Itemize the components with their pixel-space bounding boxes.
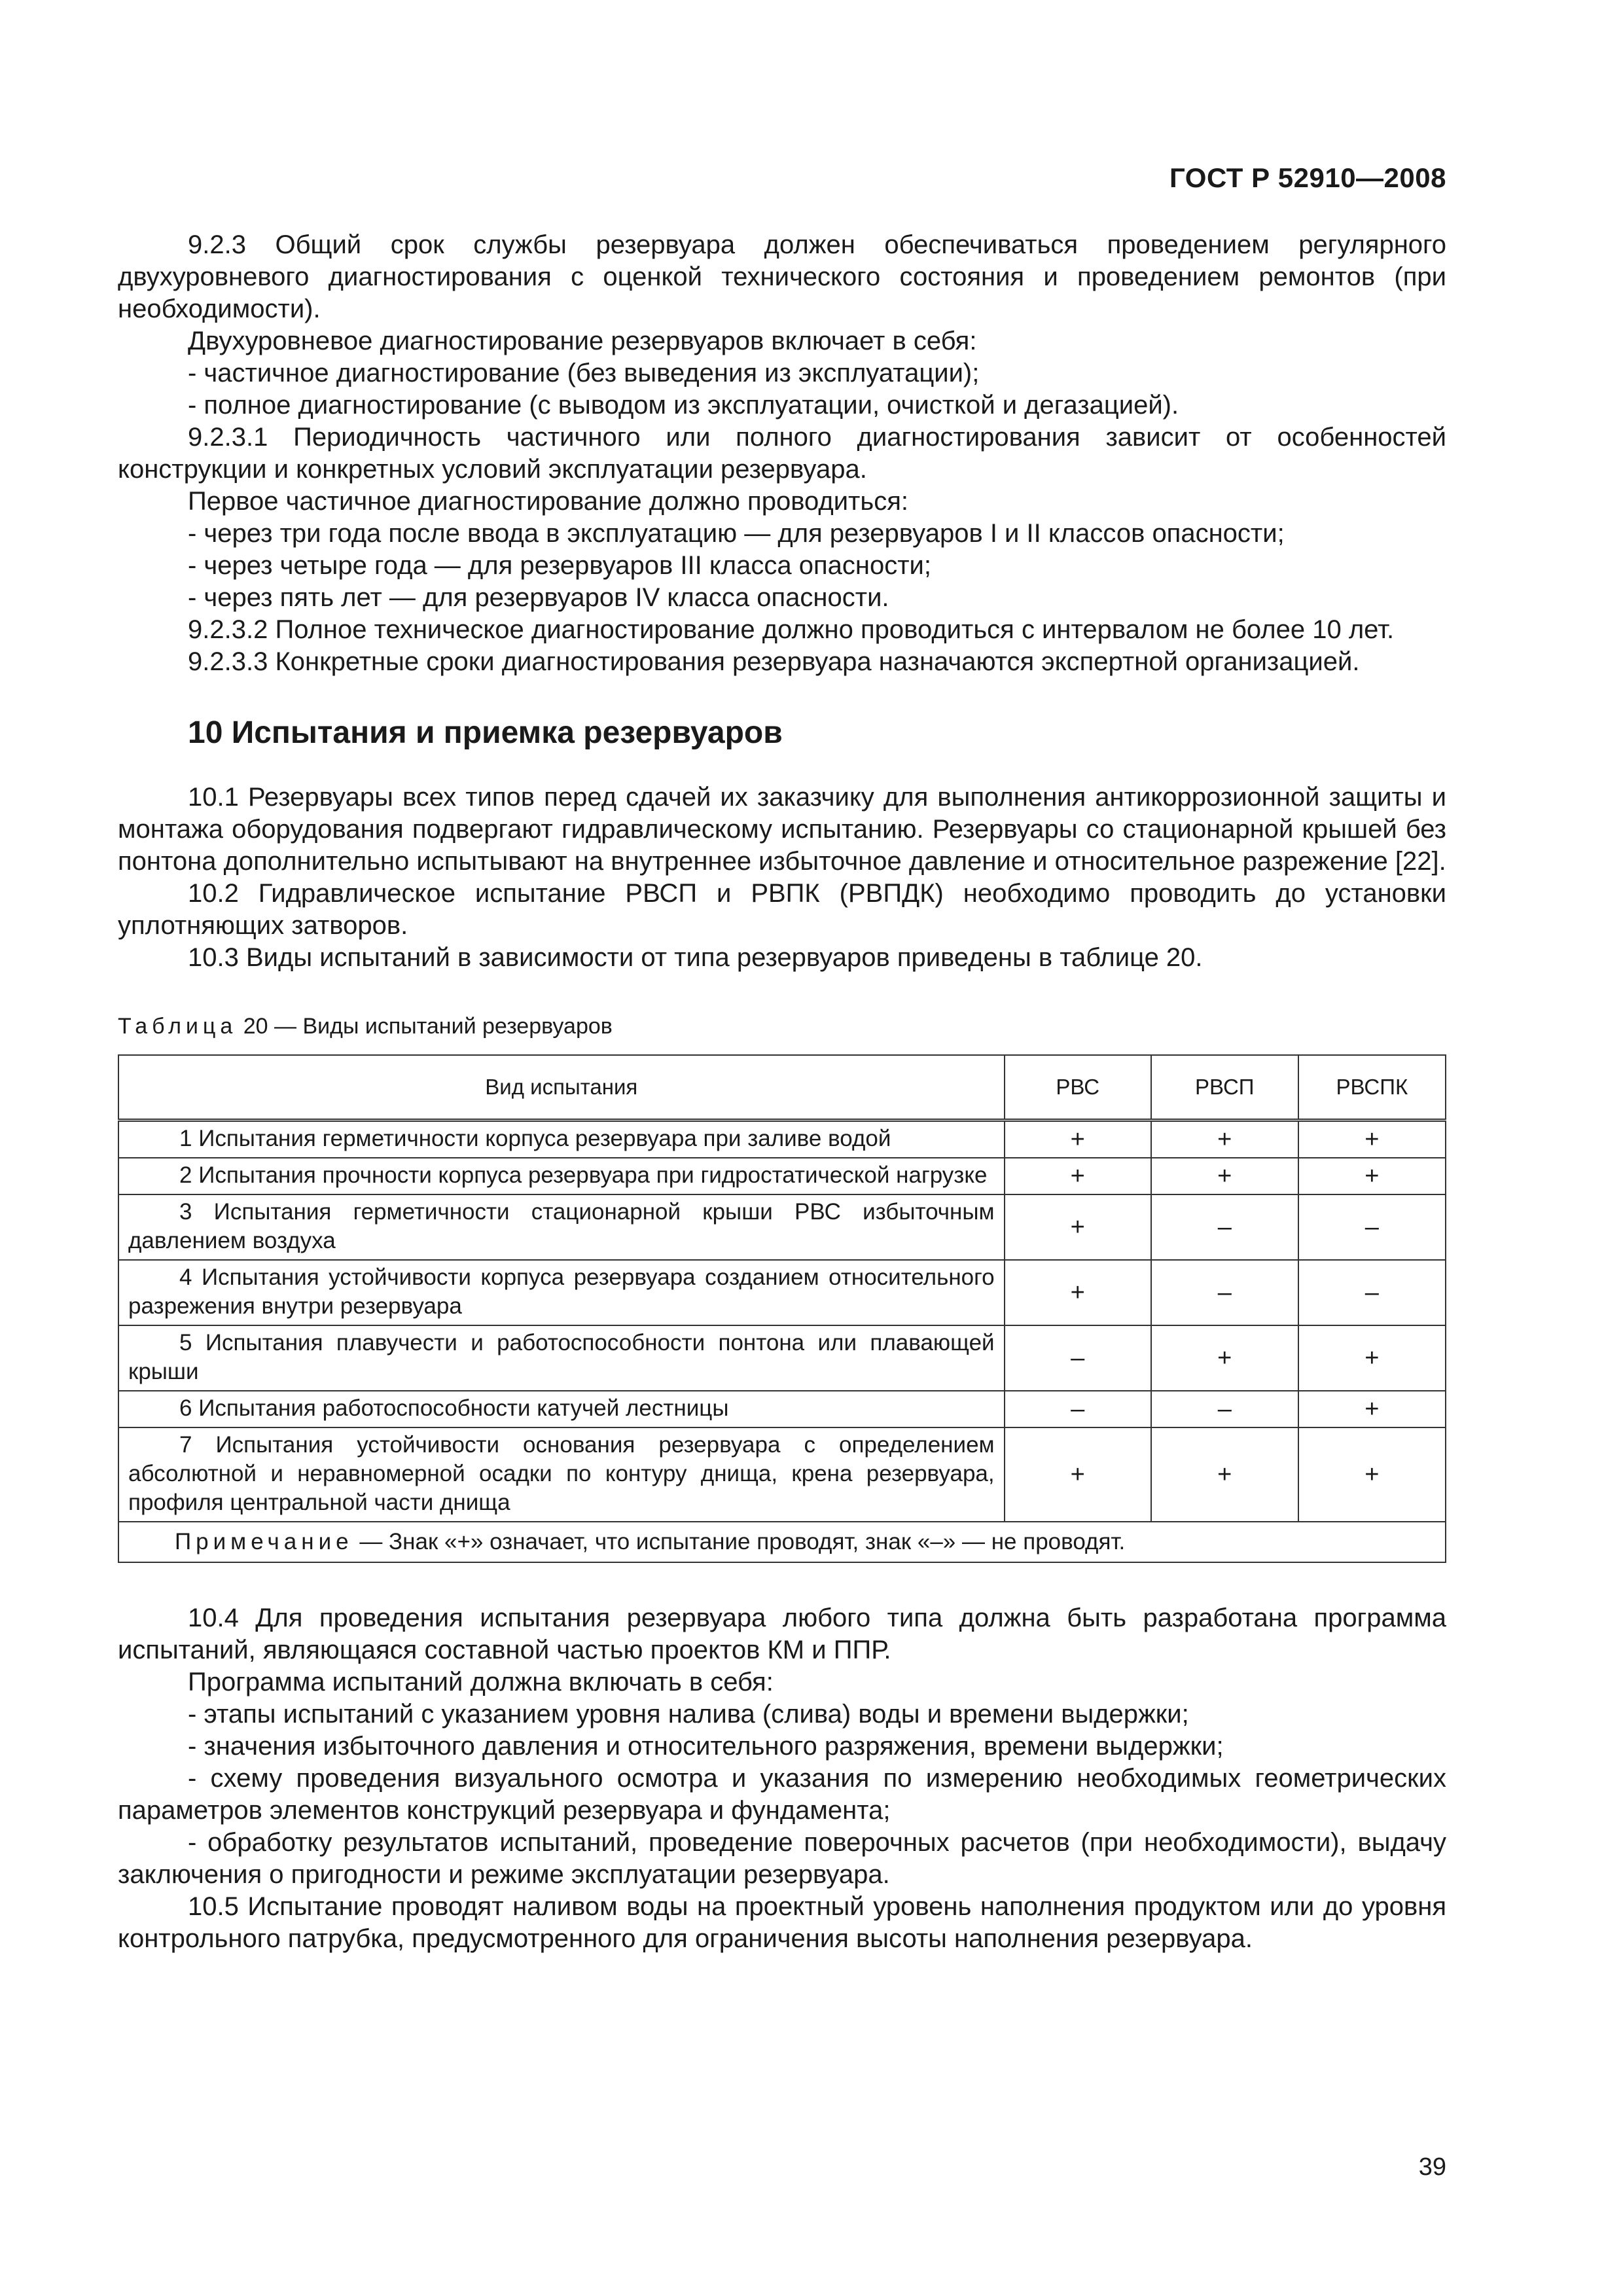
table-note-row bbox=[118, 1522, 1446, 1562]
table-cell-value: + bbox=[1005, 1427, 1151, 1522]
table-header-row bbox=[118, 1055, 1446, 1121]
column-header-rvsp: РВСП bbox=[1151, 1055, 1298, 1121]
table-cell-value: + bbox=[1298, 1158, 1446, 1194]
paragraph-9-2-3-1: 9.2.3.1 Периодичность частичного или полного диагностирования зависит от особенностей конструкции и конкретных условий эксплуатации резервуара. bbox=[118, 423, 1446, 484]
section-10-heading: 10 Испытания и приемка резервуаров bbox=[188, 715, 783, 750]
table-cell-value: + bbox=[1005, 1194, 1151, 1260]
paragraph-first-partial: Первое частичное диагностирование должно проводиться: bbox=[188, 487, 908, 516]
table-cell-test bbox=[118, 1391, 1005, 1427]
table-cell-value: + bbox=[1298, 1121, 1446, 1158]
test-description: 4 Испытания устойчивости корпуса резервуара созданием относительного разрежения внутри резервуара bbox=[128, 1265, 995, 1319]
tests-table bbox=[118, 1054, 1446, 1563]
test-description: 7 Испытания устойчивости основания резервуара с определением абсолютной и неравномерной осадки по контуру днища, крена резервуара, профиля центральной части днища bbox=[128, 1432, 995, 1515]
table-cell-value: + bbox=[1005, 1121, 1151, 1158]
table-cell-test bbox=[118, 1121, 1005, 1158]
table-row bbox=[118, 1427, 1446, 1522]
table-cell-test bbox=[118, 1260, 1005, 1325]
table-cell-value: – bbox=[1005, 1325, 1151, 1391]
table-row bbox=[118, 1121, 1446, 1158]
table-note-text: — Знак «+» означает, что испытание проводят, знак «–» — не проводят. bbox=[353, 1529, 1126, 1554]
table-note bbox=[118, 1522, 1446, 1562]
test-description: 5 Испытания плавучести и работоспособности понтона или плавающей крыши bbox=[128, 1330, 995, 1384]
table-caption-word: Таблица bbox=[118, 1014, 238, 1039]
table-cell-value: – bbox=[1005, 1391, 1151, 1427]
table-cell-value: – bbox=[1298, 1260, 1446, 1325]
table-cell-test bbox=[118, 1158, 1005, 1194]
list-item: - значения избыточного давления и относительного разряжения, времени выдержки; bbox=[188, 1732, 1224, 1761]
table-row bbox=[118, 1194, 1446, 1260]
table-row bbox=[118, 1260, 1446, 1325]
table-cell-value: – bbox=[1151, 1194, 1298, 1260]
document-body bbox=[118, 229, 1446, 1955]
column-header-test-type: Вид испытания bbox=[118, 1055, 1005, 1121]
table-row bbox=[118, 1391, 1446, 1427]
paragraph-program: Программа испытаний должна включать в себя: bbox=[188, 1668, 774, 1696]
test-description: 2 Испытания прочности корпуса резервуара при гидростатической нагрузке bbox=[179, 1162, 988, 1188]
table-caption-title: 20 — Виды испытаний резервуаров bbox=[237, 1014, 613, 1039]
table-cell-value: – bbox=[1151, 1391, 1298, 1427]
list-item: - через пять лет — для резервуаров IV класса опасности. bbox=[188, 583, 889, 612]
table-cell-test bbox=[118, 1325, 1005, 1391]
table-cell-value: + bbox=[1298, 1427, 1446, 1522]
paragraph-10-5: 10.5 Испытание проводят наливом воды на проектный уровень наполнения продуктом или до уровня контрольного патрубка, предусмотренного для ограничения высоты наполнения резервуара. bbox=[118, 1892, 1446, 1953]
paragraph-9-2-3: 9.2.3 Общий срок службы резервуара должен обеспечиваться проведением регулярного двухуровневого диагностирования с оценкой технического состояния и проведением ремонтов (при необходимости). bbox=[118, 230, 1446, 323]
document-standard-number: ГОСТ Р 52910—2008 bbox=[1169, 162, 1446, 193]
table-cell-value: – bbox=[1151, 1260, 1298, 1325]
list-item: - обработку результатов испытаний, проведение поверочных расчетов (при необходимости), выдачу заключения о пригодности и режиме эксплуатации резервуара. bbox=[118, 1828, 1446, 1889]
table-cell-value: + bbox=[1151, 1325, 1298, 1391]
table-cell-value: + bbox=[1298, 1325, 1446, 1391]
column-header-rvspk: РВСПК bbox=[1298, 1055, 1446, 1121]
table-cell-value: + bbox=[1005, 1158, 1151, 1194]
table-note-word: Примечание bbox=[175, 1529, 353, 1554]
table-cell-value: + bbox=[1151, 1427, 1298, 1522]
list-item: - схему проведения визуального осмотра и указания по измерению необходимых геометрических параметров элементов конструкций резервуара и фундамента; bbox=[118, 1764, 1446, 1825]
page-number: 39 bbox=[1418, 2153, 1446, 2181]
test-description: 6 Испытания работоспособности катучей лестницы bbox=[179, 1395, 729, 1421]
table-row bbox=[118, 1158, 1446, 1194]
table-cell-test bbox=[118, 1194, 1005, 1260]
table-caption bbox=[118, 1011, 1446, 1043]
table-cell-value: – bbox=[1298, 1194, 1446, 1260]
paragraph-10-4: 10.4 Для проведения испытания резервуара любого типа должна быть разработана программа испытаний, являющаяся составной частью проектов КМ и ППР. bbox=[118, 1604, 1446, 1664]
test-description: 1 Испытания герметичности корпуса резервуара при заливе водой bbox=[179, 1126, 891, 1151]
list-item: - этапы испытаний с указанием уровня налива (слива) воды и времени выдержки; bbox=[188, 1700, 1189, 1729]
paragraph-10-2: 10.2 Гидравлическое испытание РВСП и РВПК (РВПДК) необходимо проводить до установки уплотняющих затворов. bbox=[118, 879, 1446, 940]
table-cell-value: + bbox=[1151, 1158, 1298, 1194]
table-row bbox=[118, 1325, 1446, 1391]
list-item: - через три года после ввода в эксплуатацию — для резервуаров I и II классов опасности; bbox=[188, 519, 1285, 548]
list-item: - через четыре года — для резервуаров III класса опасности; bbox=[188, 551, 931, 580]
paragraph-10-3: 10.3 Виды испытаний в зависимости от типа резервуаров приведены в таблице 20. bbox=[188, 943, 1203, 972]
paragraph-10-1: 10.1 Резервуары всех типов перед сдачей их заказчику для выполнения антикоррозионной защиты и монтажа оборудования подвергают гидравлическому испытанию. Резервуары со стационарной крышей без понтона дополнительно испытывают на внутреннее избыточное давление и относительное разрежение [22]. bbox=[118, 783, 1446, 876]
table-cell-test bbox=[118, 1427, 1005, 1522]
paragraph-9-2-3-3: 9.2.3.3 Конкретные сроки диагностирования резервуара назначаются экспертной организацией. bbox=[188, 647, 1360, 676]
column-header-rvs: РВС bbox=[1005, 1055, 1151, 1121]
list-item: - полное диагностирование (с выводом из эксплуатации, очисткой и дегазацией). bbox=[188, 391, 1179, 420]
list-item: - частичное диагностирование (без выведения из эксплуатации); bbox=[188, 359, 980, 387]
paragraph-two-level: Двухуровневое диагностирование резервуаров включает в себя: bbox=[188, 327, 977, 355]
paragraph-9-2-3-2: 9.2.3.2 Полное техническое диагностирование должно проводиться с интервалом не более 10 лет. bbox=[188, 615, 1395, 644]
table-cell-value: + bbox=[1151, 1121, 1298, 1158]
test-description: 3 Испытания герметичности стационарной крыши РВС избыточным давлением воздуха bbox=[128, 1199, 995, 1253]
table-cell-value: + bbox=[1005, 1260, 1151, 1325]
table-cell-value: + bbox=[1298, 1391, 1446, 1427]
